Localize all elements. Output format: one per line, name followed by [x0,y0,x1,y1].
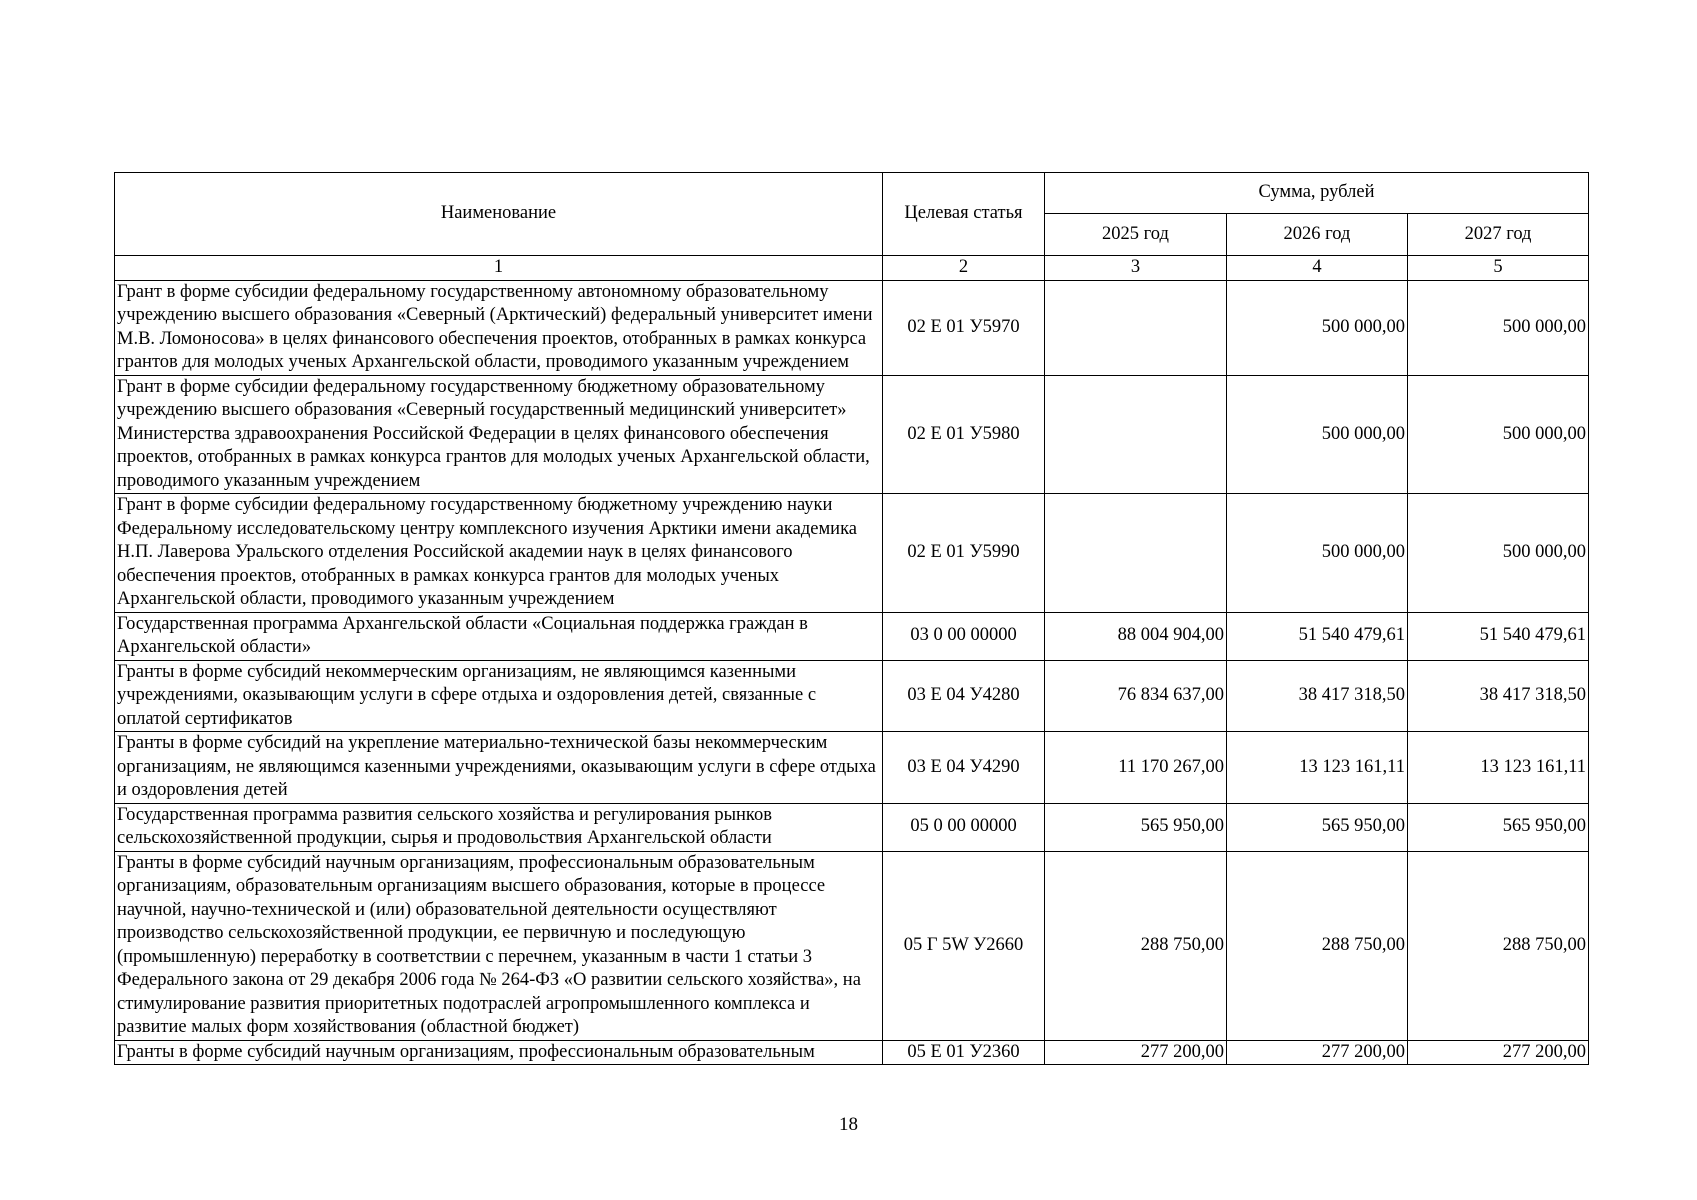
row-amount-2026: 277 200,00 [1227,1040,1408,1065]
row-target-code: 02 Е 01 У5990 [883,494,1045,613]
row-amount-2027: 51 540 479,61 [1408,612,1589,660]
row-amount-2027: 500 000,00 [1408,280,1589,375]
row-amount-2026: 13 123 161,11 [1227,732,1408,804]
row-amount-2027: 500 000,00 [1408,494,1589,613]
row-amount-2026: 51 540 479,61 [1227,612,1408,660]
row-amount-2026: 565 950,00 [1227,803,1408,851]
row-amount-2026: 500 000,00 [1227,280,1408,375]
table-row [115,660,1589,732]
row-amount-2025 [1045,494,1227,613]
table-row [115,851,1589,1040]
row-amount-2025: 565 950,00 [1045,803,1227,851]
row-amount-2027: 288 750,00 [1408,851,1589,1040]
row-amount-2026: 38 417 318,50 [1227,660,1408,732]
budget-table [114,172,1589,1065]
header-year-2027: 2027 год [1408,214,1589,256]
row-name: Грант в форме субсидии федеральному государственному бюджетному учреждению науки Федеральному исследовательскому центру комплексного изучения Арктики имени академика Н.П. Лаверова Уральского отделения Российской академии наук в целях финансового обеспечения проектов, отобранных в рамках конкурса грантов для молодых ученых Архангельской области, проводимого указанным учреждением [115,494,883,613]
row-amount-2027: 500 000,00 [1408,375,1589,494]
row-amount-2027: 277 200,00 [1408,1040,1589,1065]
row-name: Гранты в форме субсидий научным организациям, профессиональным образовательным [115,1040,883,1065]
row-name: Государственная программа Архангельской области «Социальная поддержка граждан в Архангельской области» [115,612,883,660]
table-row [115,1040,1589,1065]
row-name: Грант в форме субсидии федеральному государственному бюджетному образовательному учреждению высшего образования «Северный государственный медицинский университет» Министерства здравоохранения Российской Федерации в целях финансового обеспечения проектов, отобранных в рамках конкурса грантов для молодых ученых Архангельской области, проводимого указанным учреждением [115,375,883,494]
row-amount-2025: 76 834 637,00 [1045,660,1227,732]
row-amount-2025 [1045,280,1227,375]
table-row [115,732,1589,804]
table-row [115,494,1589,613]
column-number: 5 [1408,256,1589,281]
page-number: 18 [839,1114,858,1135]
row-name: Государственная программа развития сельского хозяйства и регулирования рынков сельскохозяйственной продукции, сырья и продовольствия Архангельской области [115,803,883,851]
row-target-code: 02 Е 01 У5970 [883,280,1045,375]
row-name: Гранты в форме субсидий на укрепление материально-технической базы некоммерческим организациям, не являющимся казенными учреждениями, оказывающим услуги в сфере отдыха и оздоровления детей [115,732,883,804]
header-target-article: Целевая статья [883,173,1045,256]
header-year-2026: 2026 год [1227,214,1408,256]
header-name: Наименование [115,173,883,256]
row-target-code: 05 Г 5W У2660 [883,851,1045,1040]
row-name: Гранты в форме субсидий некоммерческим организациям, не являющимся казенными учреждениями, оказывающим услуги в сфере отдыха и оздоровления детей, связанные с оплатой сертификатов [115,660,883,732]
row-amount-2026: 500 000,00 [1227,375,1408,494]
column-number: 4 [1227,256,1408,281]
row-amount-2026: 288 750,00 [1227,851,1408,1040]
row-amount-2027: 13 123 161,11 [1408,732,1589,804]
row-amount-2025: 11 170 267,00 [1045,732,1227,804]
row-amount-2025 [1045,375,1227,494]
row-amount-2025: 288 750,00 [1045,851,1227,1040]
row-target-code: 05 0 00 00000 [883,803,1045,851]
row-target-code: 03 Е 04 У4290 [883,732,1045,804]
column-number: 3 [1045,256,1227,281]
row-amount-2026: 500 000,00 [1227,494,1408,613]
row-target-code: 05 Е 01 У2360 [883,1040,1045,1065]
table-row [115,612,1589,660]
row-name: Гранты в форме субсидий научным организациям, профессиональным образовательным организациям, образовательным организациям высшего образования, которые в процессе научной, научно-технической и (или) образовательной деятельности осуществляют производство сельскохозяйственной продукции, ее первичную и последующую (промышленную) переработку в соответствии с перечнем, указанным в части 1 статьи 3 Федерального закона от 29 декабря 2006 года № 264-ФЗ «О развитии сельского хозяйства», на стимулирование развития приоритетных подотраслей агропромышленного комплекса и развитие малых форм хозяйствования (областной бюджет) [115,851,883,1040]
header-sum: Сумма, рублей [1045,173,1589,214]
row-amount-2025: 88 004 904,00 [1045,612,1227,660]
row-amount-2025: 277 200,00 [1045,1040,1227,1065]
column-number: 1 [115,256,883,281]
row-target-code: 02 Е 01 У5980 [883,375,1045,494]
column-number-row [115,256,1589,281]
column-number: 2 [883,256,1045,281]
row-target-code: 03 0 00 00000 [883,612,1045,660]
table-row [115,375,1589,494]
row-amount-2027: 565 950,00 [1408,803,1589,851]
table-row [115,280,1589,375]
header-year-2025: 2025 год [1045,214,1227,256]
row-amount-2027: 38 417 318,50 [1408,660,1589,732]
row-name: Грант в форме субсидии федеральному государственному автономному образовательному учреждению высшего образования «Северный (Арктический) федеральный университет имени М.В. Ломоносова» в целях финансового обеспечения проектов, отобранных в рамках конкурса грантов для молодых ученых Архангельской области, проводимого указанным учреждением [115,280,883,375]
table-row [115,803,1589,851]
row-target-code: 03 Е 04 У4280 [883,660,1045,732]
